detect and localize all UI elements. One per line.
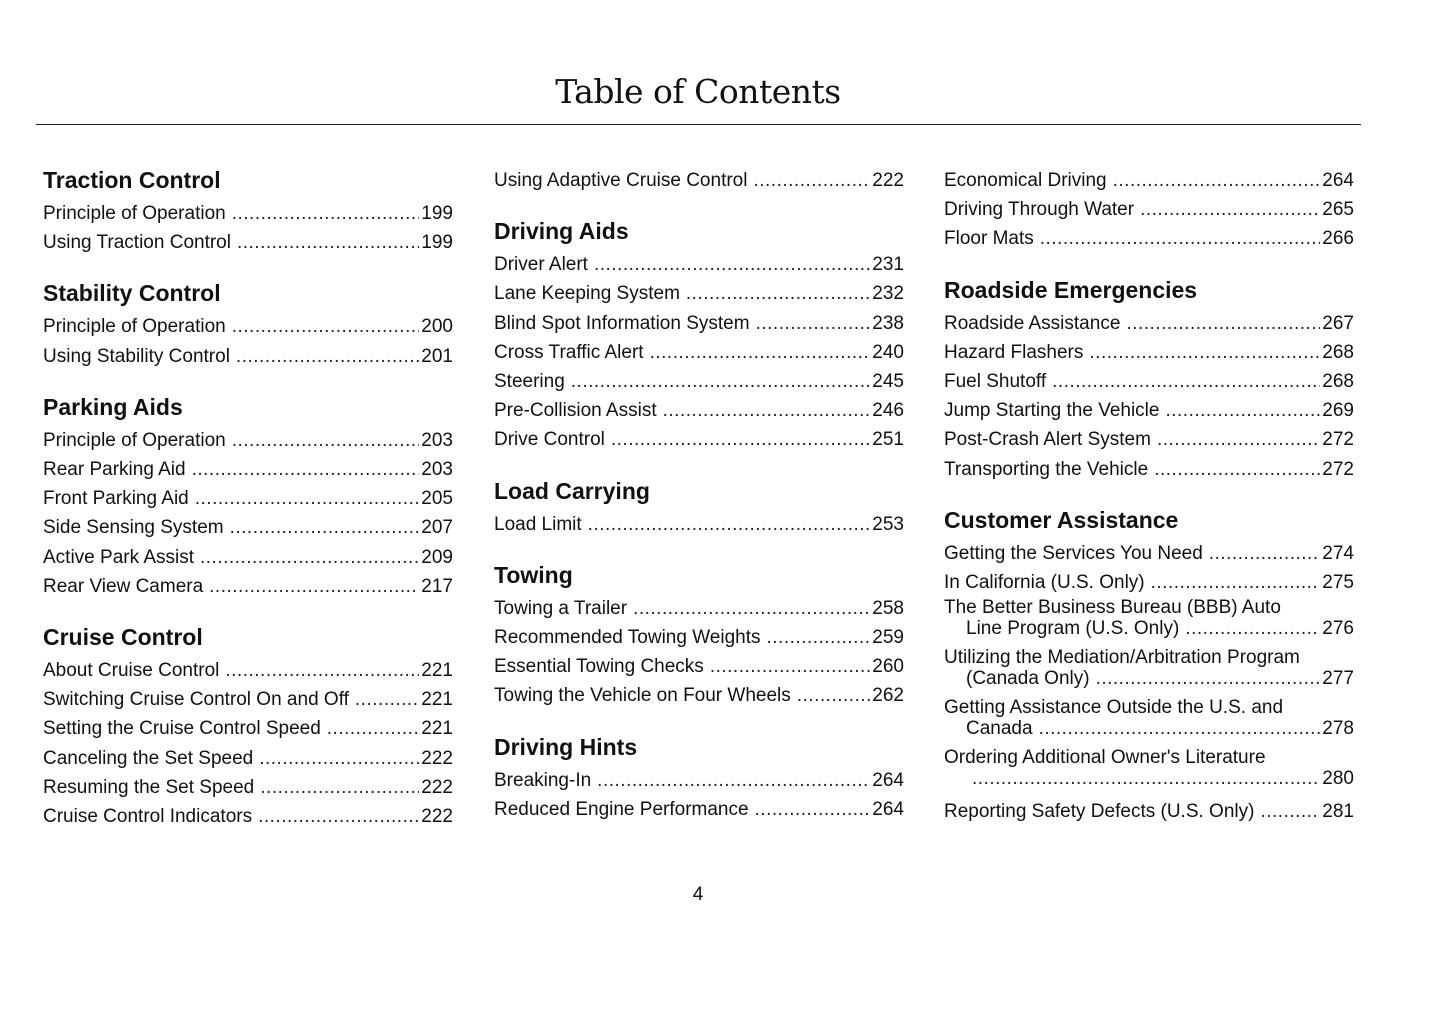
entry-page: 205 [421, 488, 453, 510]
entry-label: Essential Towing Checks [494, 656, 704, 678]
entry-label: Reporting Safety Defects (U.S. Only) [944, 801, 1255, 823]
entry-page: 232 [872, 283, 904, 305]
entry-label: Steering [494, 371, 565, 393]
entry-label: About Cruise Control [43, 660, 220, 682]
entry-label: Driving Through Water [944, 199, 1135, 221]
entry-label: Switching Cruise Control On and Off [43, 689, 349, 711]
section-heading: Stability Control [43, 280, 221, 307]
toc-entry[interactable] [494, 594, 904, 623]
dot-leader [209, 572, 419, 601]
dot-leader [236, 342, 419, 371]
entry-page: 269 [1322, 400, 1354, 422]
entry-page: 199 [421, 232, 453, 254]
toc-entry[interactable] [43, 773, 453, 802]
dot-leader [611, 425, 870, 454]
dot-leader [1040, 224, 1321, 253]
dot-leader [259, 744, 419, 773]
toc-entry[interactable] [494, 681, 904, 710]
dot-leader [1113, 166, 1321, 195]
entry-label: Front Parking Aid [43, 488, 189, 510]
toc-section [43, 279, 453, 370]
toc-entry[interactable] [494, 425, 904, 454]
toc-entry[interactable] [494, 250, 904, 279]
entry-label: Towing the Vehicle on Four Wheels [494, 685, 791, 707]
section-heading: Towing [494, 561, 573, 588]
dot-leader [755, 795, 871, 824]
section-heading: Driving Aids [494, 218, 629, 245]
toc-section [494, 561, 904, 711]
entry-page: 274 [1322, 542, 1354, 564]
entry-label: Pre-Collision Assist [494, 400, 657, 422]
toc-entry[interactable] [944, 367, 1354, 396]
entry-page: 222 [872, 170, 904, 191]
entry-label: Load Limit [494, 513, 582, 535]
toc-section [494, 217, 904, 454]
entry-page: 275 [1322, 572, 1354, 594]
dot-leader [663, 396, 871, 425]
toc-entry[interactable] [494, 166, 904, 195]
dot-leader [237, 228, 419, 257]
dot-leader [1157, 425, 1320, 454]
entry-page: 267 [1322, 312, 1354, 334]
entry-label: Roadside Assistance [944, 312, 1121, 334]
toc-entry[interactable] [494, 510, 904, 539]
entry-page: 276 [1322, 618, 1354, 640]
toc-entry[interactable] [944, 338, 1354, 367]
dot-leader [200, 543, 419, 572]
entry-page: 200 [421, 316, 453, 338]
entry-label: Active Park Assist [43, 546, 194, 568]
dot-leader [1039, 718, 1321, 739]
entry-label: Principle of Operation [43, 316, 226, 338]
dot-leader [1096, 668, 1321, 689]
entry-page: 231 [872, 254, 904, 276]
entry-continuation [944, 768, 1354, 789]
toc-section [494, 166, 904, 195]
entry-label: Rear View Camera [43, 575, 204, 597]
entry-page: 207 [421, 517, 453, 539]
entry-label: Principle of Operation [43, 203, 226, 224]
entry-page: 277 [1322, 668, 1354, 690]
toc-entry[interactable] [944, 797, 1354, 826]
entry-label: Using Traction Control [43, 232, 231, 254]
toc-entry[interactable] [43, 455, 453, 484]
entry-page: 245 [872, 371, 904, 393]
toc-entry[interactable] [944, 425, 1354, 454]
section-heading: Parking Aids [43, 393, 183, 420]
toc-entry[interactable] [43, 685, 453, 714]
toc-section [944, 166, 1354, 254]
dot-leader [327, 714, 420, 743]
toc-entry[interactable] [944, 195, 1354, 224]
dot-leader [571, 367, 871, 396]
entry-page: 222 [421, 776, 453, 798]
toc-entry[interactable] [494, 623, 904, 652]
entry-label-continued: Canada [966, 718, 1033, 740]
entry-page: 246 [872, 400, 904, 422]
toc-entry[interactable] [944, 747, 1354, 789]
toc-column-3 [944, 166, 1354, 826]
entry-continuation [944, 618, 1354, 639]
dot-leader [1260, 797, 1320, 826]
toc-entry[interactable] [944, 396, 1354, 425]
dot-leader [1089, 338, 1320, 367]
entry-label: Towing a Trailer [494, 597, 628, 619]
title-divider [36, 124, 1361, 125]
dot-leader [192, 455, 420, 484]
entry-page: 203 [421, 429, 453, 451]
entry-label: Rear Parking Aid [43, 459, 186, 481]
section-heading: Roadside Emergencies [944, 276, 1198, 303]
page-title: Table of Contents [555, 72, 841, 111]
entry-label: Driver Alert [494, 254, 588, 276]
entry-page: 240 [872, 341, 904, 363]
toc-entry[interactable] [43, 228, 453, 257]
toc-column-1 [43, 166, 453, 831]
entry-page: 221 [421, 718, 453, 740]
entry-page: 221 [421, 689, 453, 711]
entry-label: Using Adaptive Cruise Control [494, 170, 748, 191]
page-number: 4 [692, 884, 704, 905]
entry-label: Blind Spot Information System [494, 312, 750, 334]
entry-label: Economical Driving [944, 170, 1107, 191]
entry-label: Getting Assistance Outside the U.S. and [944, 697, 1284, 719]
entry-label: Canceling the Set Speed [43, 747, 254, 769]
entry-page: 272 [1322, 458, 1354, 480]
entry-page: 259 [872, 627, 904, 649]
entry-page: 264 [1322, 170, 1354, 191]
dot-leader [225, 656, 419, 685]
entry-label-continued: Line Program (U.S. Only) [966, 618, 1180, 640]
entry-page: 253 [872, 513, 904, 535]
dot-leader [232, 312, 420, 341]
toc-entry[interactable] [944, 455, 1354, 484]
entry-label: Transporting the Vehicle [944, 458, 1149, 480]
entry-continuation [944, 668, 1354, 689]
toc-entry[interactable] [944, 597, 1354, 639]
entry-label: Floor Mats [944, 228, 1034, 250]
section-heading: Traction Control [43, 167, 221, 193]
toc-entry[interactable] [43, 426, 453, 455]
dot-leader [1154, 455, 1320, 484]
dot-leader [232, 199, 420, 228]
dot-leader [195, 484, 420, 513]
dot-leader [1052, 367, 1320, 396]
section-heading: Driving Hints [494, 733, 638, 760]
toc-entry[interactable] [43, 484, 453, 513]
toc-entry[interactable] [944, 697, 1354, 739]
dot-leader [355, 685, 419, 714]
dot-leader [260, 773, 419, 802]
entry-page: 258 [872, 597, 904, 619]
toc-section [43, 393, 453, 601]
entry-page: 264 [872, 798, 904, 820]
toc-entry[interactable] [944, 224, 1354, 253]
entry-page: 280 [1322, 768, 1354, 790]
toc-column-2 [494, 166, 904, 824]
dot-leader [1165, 396, 1320, 425]
dot-leader [594, 250, 870, 279]
dot-leader [597, 766, 870, 795]
toc-section [944, 506, 1354, 827]
entry-label: Lane Keeping System [494, 283, 680, 305]
toc-entry[interactable] [944, 166, 1354, 195]
entry-page: 262 [872, 685, 904, 707]
entry-label: Drive Control [494, 429, 605, 451]
toc-entry[interactable] [43, 744, 453, 773]
entry-label: Hazard Flashers [944, 341, 1084, 363]
toc-entry[interactable] [494, 795, 904, 824]
dot-leader [633, 594, 870, 623]
toc-entry[interactable] [43, 513, 453, 542]
toc-entry[interactable] [494, 279, 904, 308]
toc-entry[interactable] [944, 539, 1354, 568]
entry-label: Recommended Towing Weights [494, 627, 761, 649]
toc-entry[interactable] [43, 543, 453, 572]
entry-label: Using Stability Control [43, 345, 230, 367]
entry-page: 266 [1322, 228, 1354, 250]
entry-label: Reduced Engine Performance [494, 798, 749, 820]
entry-page: 260 [872, 656, 904, 678]
toc-entry[interactable] [43, 572, 453, 601]
dot-leader [1185, 618, 1320, 639]
dot-leader [230, 513, 420, 542]
entry-label: Principle of Operation [43, 429, 226, 451]
entry-page: 221 [421, 660, 453, 682]
entry-page: 251 [872, 429, 904, 451]
dot-leader [756, 309, 871, 338]
toc-entry[interactable] [944, 647, 1354, 689]
entry-page: 264 [872, 769, 904, 791]
entry-page: 199 [421, 203, 453, 224]
dot-leader [753, 166, 870, 195]
entry-label: Jump Starting the Vehicle [944, 400, 1160, 422]
toc-entry[interactable] [494, 766, 904, 795]
toc-section [944, 276, 1354, 484]
toc-entry[interactable] [944, 309, 1354, 338]
entry-label: Post-Crash Alert System [944, 429, 1151, 451]
toc-entry[interactable] [43, 802, 453, 831]
section-heading: Load Carrying [494, 477, 650, 504]
entry-page: 217 [421, 575, 453, 597]
toc-entry[interactable] [494, 309, 904, 338]
entry-label: Setting the Cruise Control Speed [43, 718, 321, 740]
entry-label: Utilizing the Mediation/Arbitration Program [944, 647, 1300, 669]
toc-entry[interactable] [494, 396, 904, 425]
dot-leader [1126, 309, 1320, 338]
entry-label: The Better Business Bureau (BBB) Auto [944, 597, 1281, 619]
toc-entry[interactable] [43, 342, 453, 371]
entry-page: 222 [421, 806, 453, 828]
dot-leader [1151, 568, 1321, 597]
entry-continuation [944, 718, 1354, 739]
entry-page: 222 [421, 747, 453, 769]
dot-leader [686, 279, 870, 308]
entry-label: Ordering Additional Owner's Literature [944, 747, 1266, 769]
toc-entry[interactable] [43, 199, 453, 228]
dot-leader [710, 652, 870, 681]
entry-label: Getting the Services You Need [944, 542, 1203, 564]
section-heading: Cruise Control [43, 624, 203, 651]
toc-entry[interactable] [494, 367, 904, 396]
entry-page: 238 [872, 312, 904, 334]
toc-entry[interactable] [43, 714, 453, 743]
entry-page: 203 [421, 459, 453, 481]
dot-leader [258, 802, 419, 831]
dot-leader [588, 510, 871, 539]
toc-entry[interactable] [944, 568, 1354, 597]
dot-leader [797, 681, 871, 710]
toc-section [43, 166, 453, 257]
entry-page: 272 [1322, 429, 1354, 451]
entry-page: 278 [1322, 718, 1354, 740]
entry-page: 268 [1322, 371, 1354, 393]
entry-page: 281 [1322, 801, 1354, 823]
dot-leader [972, 768, 1320, 789]
entry-label: Resuming the Set Speed [43, 776, 255, 798]
section-heading: Customer Assistance [944, 506, 1179, 533]
entry-label: Cruise Control Indicators [43, 806, 253, 828]
toc-section [43, 623, 453, 831]
entry-page: 265 [1322, 199, 1354, 221]
dot-leader [650, 338, 871, 367]
toc-entry[interactable] [43, 656, 453, 685]
entry-page: 201 [421, 345, 453, 367]
toc-entry[interactable] [43, 312, 453, 341]
entry-page: 268 [1322, 341, 1354, 363]
entry-label: In California (U.S. Only) [944, 572, 1145, 594]
toc-section [494, 733, 904, 824]
dot-leader [1140, 195, 1320, 224]
dot-leader [767, 623, 871, 652]
dot-leader [232, 426, 420, 455]
entry-label: Side Sensing System [43, 517, 224, 539]
entry-label: Cross Traffic Alert [494, 341, 644, 363]
entry-label-continued: (Canada Only) [966, 668, 1090, 690]
entry-label: Fuel Shutoff [944, 371, 1047, 393]
dot-leader [1209, 539, 1321, 568]
toc-entry[interactable] [494, 338, 904, 367]
toc-section [494, 477, 904, 539]
entry-label: Breaking-In [494, 769, 592, 791]
entry-page: 209 [421, 546, 453, 568]
toc-entry[interactable] [494, 652, 904, 681]
